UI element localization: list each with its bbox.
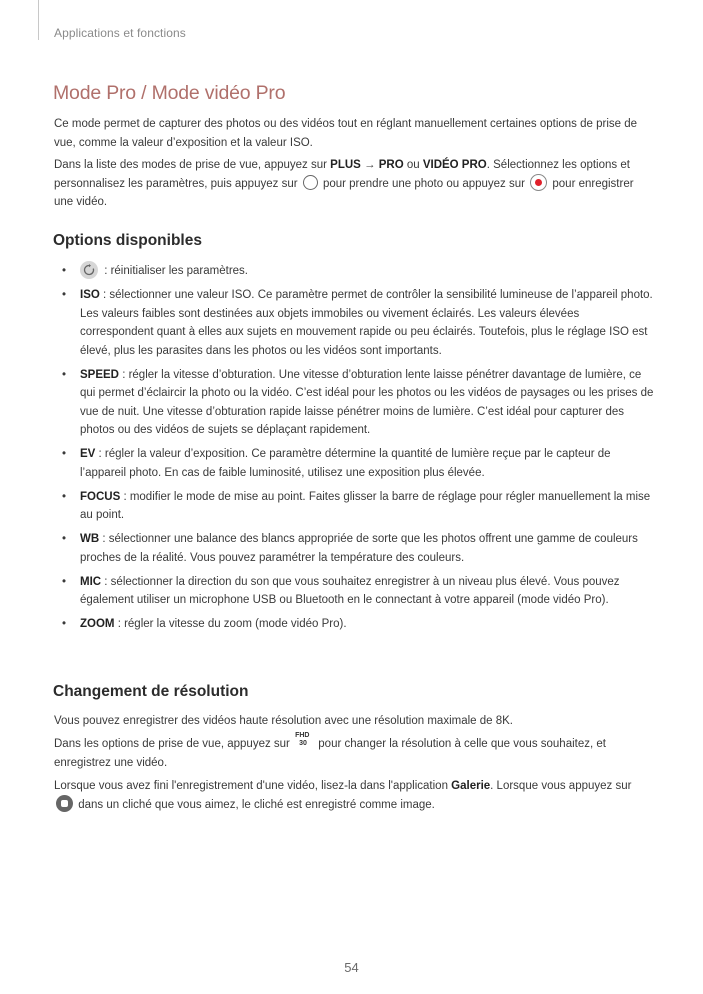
fps-label: 30 bbox=[299, 740, 307, 747]
shutter-icon bbox=[303, 175, 318, 190]
list-item bbox=[54, 615, 654, 634]
option-key: FOCUS bbox=[80, 490, 121, 503]
resolution-heading: Changement de résolution bbox=[53, 683, 249, 700]
option-text: : régler la vitesse du zoom (mode vidéo Pro). bbox=[114, 618, 347, 631]
option-text: : modifier le mode de mise au point. Faites glisser la barre de réglage pour régler manuellement la mise au point. bbox=[80, 490, 651, 522]
page-title: Mode Pro / Mode vidéo Pro bbox=[53, 82, 286, 104]
list-item-reset bbox=[54, 262, 654, 281]
list-item bbox=[54, 488, 654, 525]
text: . Lorsque vous appuyez sur bbox=[490, 780, 632, 792]
text: dans un cliché que vous aimez, le cliché est enregistré comme image. bbox=[75, 798, 435, 811]
option-key: ZOOM bbox=[80, 618, 115, 631]
resolution-paragraph-2 bbox=[54, 732, 654, 772]
options-list bbox=[54, 262, 654, 639]
option-key: SPEED bbox=[80, 368, 119, 381]
text: pour prendre une photo ou appuyez sur bbox=[319, 177, 529, 190]
reset-icon bbox=[80, 261, 98, 279]
option-key: ISO bbox=[80, 289, 100, 302]
arrow: → bbox=[360, 159, 379, 171]
resolution-paragraph-1: Vous pouvez enregistrer des vidéos haute résolution avec une résolution maximale de 8K. bbox=[54, 715, 513, 727]
option-key: MIC bbox=[80, 575, 102, 588]
text: pour changer la résolution à celle que vous souhaitez, et enregistrez une vidéo. bbox=[54, 738, 606, 769]
list-item bbox=[54, 530, 654, 567]
text: : réinitialiser les paramètres. bbox=[101, 265, 248, 278]
section-header: Applications et fonctions bbox=[54, 26, 186, 40]
option-text: : sélectionner une valeur ISO. Ce paramètre permet de contrôler la sensibilité lumineuse de l’appareil photo. Les valeurs faibles sont destinées aux objets immobiles ou vivement éclairés. Les valeurs élevées correspondent quant à elles aux sujets en mouvement rapide ou peu éclairés. Toutefois, plus le réglage ISO est élevé, plus les parasites dans les photos ou les vidéos sont importants. bbox=[80, 289, 653, 357]
header-divider bbox=[38, 0, 39, 40]
option-key: WB bbox=[80, 533, 100, 546]
menu-plus: PLUS bbox=[330, 159, 361, 171]
menu-pro: PRO bbox=[378, 159, 404, 171]
page-number: 54 bbox=[344, 960, 359, 975]
option-text: : régler la valeur d’exposition. Ce paramètre détermine la quantité de lumière reçue par le capteur de l’appareil photo. En cas de faible luminosité, utilisez une exposition plus élevée. bbox=[80, 448, 611, 479]
option-key: EV bbox=[80, 448, 96, 461]
text: Dans la liste des modes de prise de vue, appuyez sur bbox=[54, 159, 331, 171]
options-heading: Options disponibles bbox=[53, 232, 202, 249]
fhd-resolution-icon bbox=[295, 732, 313, 750]
text: pour enregistrer une vidéo. bbox=[54, 177, 634, 208]
fhd-label: FHD bbox=[295, 732, 310, 739]
list-item bbox=[54, 445, 654, 482]
option-text: : sélectionner une balance des blancs appropriée de sorte que les photos offrent une gamme de couleurs proches de la réalité. Vous pouvez paramétrer la température des couleurs. bbox=[80, 533, 638, 564]
capture-icon bbox=[56, 795, 73, 812]
menu-video-pro: VIDÉO PRO bbox=[422, 159, 487, 171]
record-icon bbox=[530, 174, 547, 191]
app-name: Galerie bbox=[451, 780, 491, 792]
list-item bbox=[54, 286, 654, 360]
text: . Sélectionnez les options et personnalisez les paramètres, puis appuyez sur bbox=[54, 159, 630, 190]
option-text: : régler la vitesse d’obturation. Une vitesse d’obturation lente laisse pénétrer davantage de lumière, ce qui permet d’éclaircir la photo ou la vidéo. C’est idéal pour les photos ou les vidéos de paysages ou les prises de vue de nuit. Une vitesse d’obturation rapide laisse pénétrer moins de lumière. C’est idéal pour capturer des photos ou des vidéos de sujets se déplaçant rapidement. bbox=[80, 368, 654, 437]
text: ou bbox=[403, 159, 423, 171]
list-item bbox=[54, 573, 654, 610]
list-item bbox=[54, 366, 654, 440]
text: Dans les options de prise de vue, appuyez sur bbox=[54, 738, 294, 751]
text: Lorsque vous avez fini l'enregistrement d'une vidéo, lisez-la dans l'application bbox=[54, 780, 452, 792]
intro-paragraph-2 bbox=[54, 156, 654, 212]
option-text: : sélectionner la direction du son que vous souhaitez enregistrer à un niveau plus élevé. Vous pouvez également utiliser un microphone USB ou Bluetooth en le connectant à votre appareil (mode vidéo Pro). bbox=[80, 575, 620, 607]
resolution-paragraph-3 bbox=[54, 777, 654, 814]
intro-paragraph-1: Ce mode permet de capturer des photos ou des vidéos tout en réglant manuellement certaines options de prise de vue, comme la valeur d’exposition et la valeur ISO. bbox=[54, 118, 638, 149]
